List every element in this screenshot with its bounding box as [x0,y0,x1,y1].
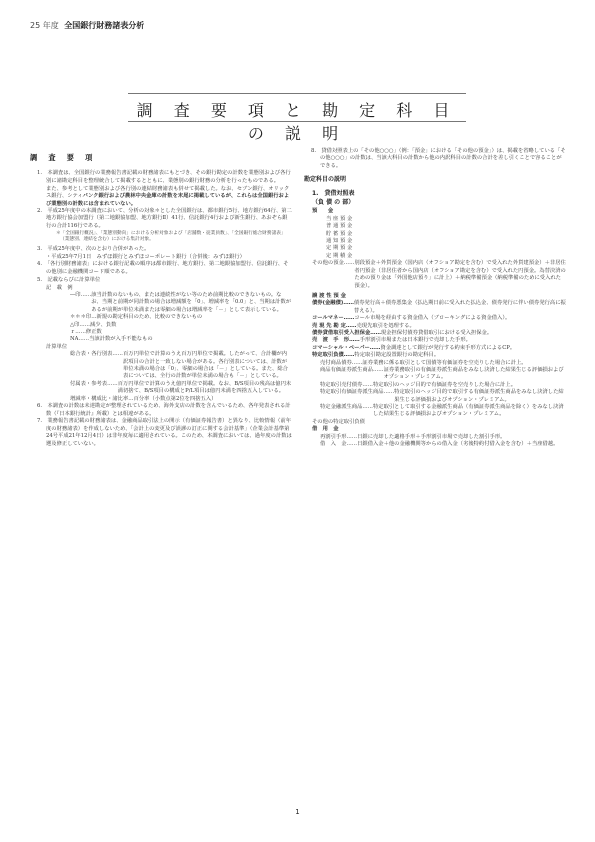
header-year: 25 年度 [30,21,59,30]
account-row: コマーシャル・ペーパー…… 資金調達として銀行が発行する約束手形方式によるCP。 [312,344,516,351]
trading-row: 特定取引有価証券派生商品…… 特定取引のヘッジ目的で取引する有価証券派生商品をみなし決済した結果生じる評価損およびオプション・プレミアム。 [320,389,564,403]
running-header [30,20,144,31]
notation-row: △印…… 減少、負数 [70,321,117,328]
account-row: 特定取引負債…… 特定取引勘定設置銀行の勘定科目。 [312,352,440,359]
notation-row: ―印…… 該当計数のないもの、または連続性がない等のため前期比較のできないもの。なお、当期と前期が同計数の場合は増減額を「0」、増減率を「0.0」と、当期は計数があるが前期が単位未満または零細の場合は増減率を「－」として表示している。 [70,292,292,313]
borrowed-row: 借 入 金…… 日銀借入金＋他の金融機関等からの借入金（劣後特約付借入金を含む）＋当座借越。 [320,441,559,448]
section-heading-survey: 調 査 要 項 [30,153,95,162]
balance-sheet-heading: 1. 貸借対照表 [312,189,355,197]
borrowed-money-list [304,434,566,449]
header-title: 全国銀行財務諸表分析 [64,21,145,30]
deposits-heading: 預 金 [312,208,334,215]
borrowed-money-heading: 借 用 金 [312,426,339,433]
page-number: 1 [295,808,300,816]
item-8: 8. 貸借対照表上の「その他○○○」（例：「預金」における「その他の預金」）は、掲載を省略している「その他○○○」の計数は、当該大科目の計数から他の内訳科目の計数の合計を差し引くことで容ることができる。 [311,148,566,169]
trading-liabilities-list [304,360,566,419]
notation-list [30,292,292,344]
left-column [30,148,292,449]
borrowed-row: 再割引手形…… 日銀に売却した適格手形＋手形割引市場で売却した割引手形。 [320,433,506,440]
document-title: 調 査 要 項 と 勘 定 科 目 の 説 明 [136,101,458,143]
deposit-item: 通 知 預 金 [326,238,353,245]
item-2-note: ＊「全国銀行概況」、「業態別動向」における分析対象および「店舗数・従業員数」、「全国銀行総合財務諸表」（業態別、連結を含む）における集計対象。 [56,230,286,242]
unit-row: 付属表・参考表…… 百万円単位で計算のうえ億円単位で掲載。なお、B/S項目の残高は億円未満切捨て、B/S項目の構成とP/L項目は億円未満を四捨五入している。 [70,380,292,395]
deposit-item: 普 通 預 金 [326,223,353,230]
unit-row: 総合表・各行別表…… 百万円単位で計算のうえ百万円単位で掲載。したがって、合計欄が内訳項目の合計と一致しない場合がある。各行別表については、計数が単位未満の場合は「0」、零細の場合は「－」としている。また、総合表については、全行の計数が単位未満の場合も「－」としている。 [70,351,288,380]
item-3: 3. 平成25年度中、次のとおり合併があった。 [37,246,150,253]
item-1-continued: また、参考として業態別および各行別の連結財務諸表も併せて掲載した。なお、セブン銀行、オリックス銀行、シティバンク銀行および農林中央金庫の計数を末尾に掲載しているが、これらは全国銀行および業態別の計数には含まれていない。 [46,185,290,207]
right-column [304,148,566,448]
unit-label: 計算単位 [46,343,68,350]
item-1: 1. 本調査は、全国銀行の業務報告書記載の財務諸表にもとづき、その銀行勘定の計数を業態別および各行別に諸勘定科目を整理統合して掲載するとともに、業態別の銀行財務の分析を行ったものである。 [37,170,291,184]
account-row: 債券(金融債)…… 債券発行高＋債券悪集金（払込期日前に受入れた払込金、債券発行に伴い債券発行高に振替える）。 [312,300,566,314]
account-row: 債券貸借取引受入担保金…… 現金担保付債券貸借取引における受入担保金。 [312,329,493,336]
unit-list [30,351,292,403]
notation-row: ＊＊＊印… 新規の勘定科目のため、比較のできないもの [70,314,203,321]
deposit-item: 定 期 預 金 [326,245,353,252]
unit-row: 増減率・構成比・諸比率… 百分率（小数点第2位を四捨五入） [70,395,217,402]
deposit-list [304,216,566,260]
ncd-heading: 譲 渡 性 預 金 [312,292,346,299]
notation-row: ｒ…… 修正数 [70,329,102,336]
account-row: その他の預金…… 別段預金＋外貨預金（国内店（オフショア勘定を含む）で受入れた外貨建預金）＋非居住者円預金（非居住者から国内店（オフショア勘定を含む）で受入れた円預金。為替決済のための預り金は「外国他店預り」に計上）＋納税準備預金（納税準備のために受入れた預金）。 [312,260,566,289]
notation-row: NA…… 当該計数が入手不能なもの [70,336,153,343]
title-rule-top [128,93,466,94]
item-5: 5. 記載ならびに計算単位 [37,276,101,283]
bold-text: バンク銀行および農林中央金庫の計数を末尾に掲載しているが、これらは全国銀行および業態別の計数には含まれていない。 [46,193,290,207]
deposit-item: 当 座 預 金 [326,215,353,222]
deposit-item: 定 期 積 金 [326,252,353,259]
other-trading-liabilities: その他の特定取引負債 [312,418,365,425]
liabilities-heading: （負 債 の 部） [312,199,355,207]
account-row: コールマネー…… コール市場を経由する資金借入（ブローキングによる資金借入）。 [312,315,511,322]
trading-row: 特定金融派生商品…… 特定取引として取引する金融派生商品（有価証券派生商品を除く）をみなし決済した結果生じる評価損およびオプション・プレミアム。 [320,404,564,418]
item-6: 6. 本調査の計数は未達勘定が整理されているため、海外支店の計数を含んでいるため、各年発表される計数（『日本銀行統計』所載）とは相違がある。 [37,403,291,417]
section-heading-accounts: 勘定科目の説明 [304,176,347,184]
item-7: 7. 業務報告書記載の財務諸表は、金融商品取引法上の開示（有価証券報告書）と異なり、比較情報（前年度の財務諸表）を作成しないため、「会計上の変更及び誤謬の訂正に関する会計基準」（企業会計基準第24号平成21年12月4日）は非年度毎に適用されている。このため、本調査においては、過年度の計数は遡及修正していない。 [37,418,292,447]
account-row: 売 現 先 勘 定…… 売現先取引を処理する。 [312,322,415,329]
item-5-sub: 記 載 例 [46,284,73,291]
account-row: 売 渡 手 形…… 手形割引市場または日本銀行で売却した手形。 [312,337,471,344]
item-2: 2. 平成25年度中の本調査において、分析の対象＊とした全国銀行は、都市銀行5行、地方銀行64行、第二地方銀行協会加盟行（第二地銀協加盟、地方銀行Ⅱ）41行、信託銀行4行および新生銀行、あおぞら銀行の合計116行である。 [37,207,292,229]
item-3-example: ・平成25年7月1日 みずほ銀行とみずほコーポレート銀行（合併後：みずほ銀行） [46,253,245,260]
trading-row: 特定取引売付債券…… 特定取引のヘッジ目的で有価証券を空売りした場合に計上。 [320,381,517,388]
title-rule-bottom [128,121,466,122]
trading-row: 商品有価証券派生商品…… 証券業務取引の有価証券派生商品をみなし決済した結果生じる評価損およびオプション・プレミアム。 [320,366,564,381]
deposit-item: 貯 蓄 預 金 [326,230,353,237]
trading-row: 売付商品債券…… 証券業務に係る取引として国債等有価証券を空売りした場合に計上。 [320,359,527,366]
item-4: 4. 「各行別財務諸表」における銀行記載の順序は都市銀行、地方銀行、第二地銀協加盟行、信託銀行、その他別に金融機関コード順である。 [37,261,289,275]
